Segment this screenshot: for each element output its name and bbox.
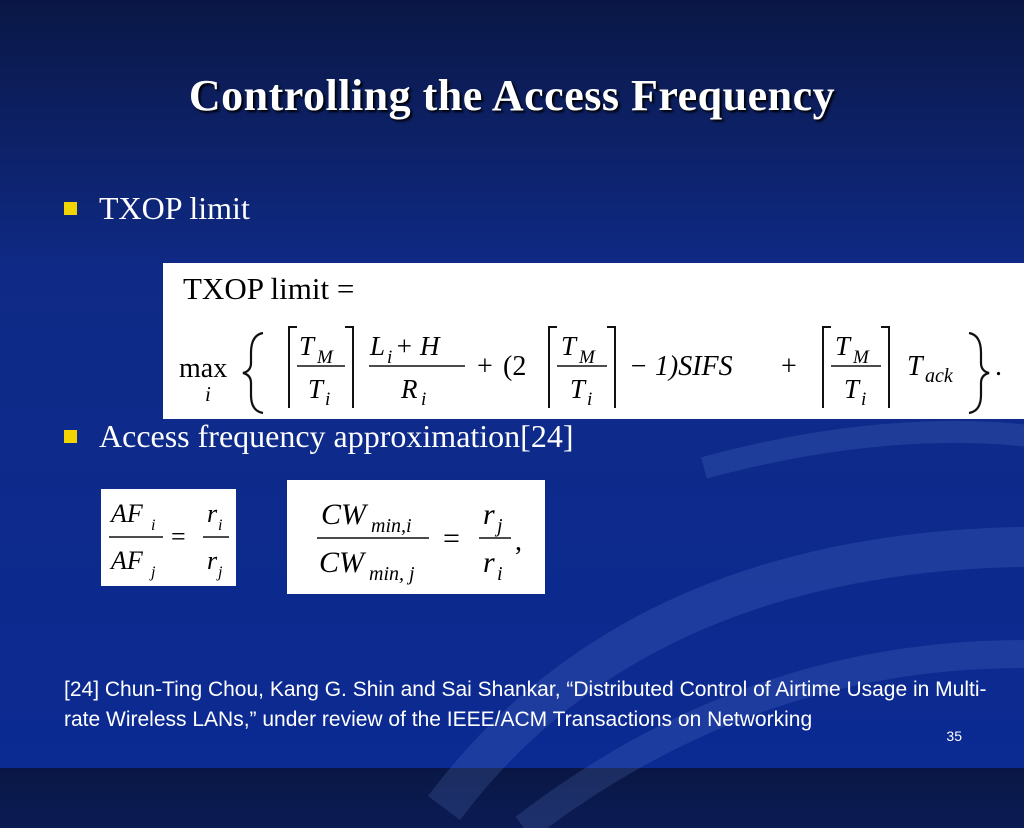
bullet-access-frequency bbox=[64, 418, 573, 455]
eq-max-sub: i bbox=[205, 382, 211, 406]
eq-r-i-sub: i bbox=[218, 517, 223, 534]
eq-Ti-i: i bbox=[325, 389, 331, 410]
bullet-text: TXOP limit bbox=[99, 190, 250, 226]
eq-AF-i-sub: i bbox=[151, 517, 156, 534]
eq-open-two: (2 bbox=[503, 351, 527, 382]
eq-R-i: i bbox=[421, 389, 427, 410]
eq-T-ack: T bbox=[907, 351, 923, 382]
eq-ack-sub: ack bbox=[925, 365, 953, 387]
eq-Ti-T: T bbox=[308, 374, 324, 404]
eq-AF-j-sub: j bbox=[151, 564, 156, 581]
eq-txop-label: TXOP limit = bbox=[183, 271, 355, 306]
bullet-square-icon bbox=[64, 202, 77, 215]
eq-TM-M: M bbox=[317, 347, 333, 368]
eq-plus-2: + bbox=[781, 351, 797, 382]
eq-CW-j: CW bbox=[319, 546, 364, 579]
slide-title: Controlling the Access Frequency bbox=[188, 71, 836, 120]
eq-AF-i: AF bbox=[111, 499, 143, 528]
eq-r-j-2: r bbox=[483, 498, 495, 531]
eq-TM-T-3: T bbox=[835, 331, 851, 361]
eq-TM-M-2: M bbox=[579, 347, 595, 368]
eq-L: L bbox=[370, 331, 386, 361]
left-brace bbox=[243, 333, 263, 413]
eq-L-i: i bbox=[387, 347, 393, 368]
eq-r-j-2-sub: j bbox=[497, 515, 503, 537]
eq-plus-H: + H bbox=[395, 331, 440, 361]
eq-max: max bbox=[179, 353, 228, 384]
bullet-text: Access frequency approximation[24] bbox=[99, 418, 574, 454]
right-brace bbox=[969, 333, 989, 413]
eq-Ti-i-2: i bbox=[587, 389, 593, 410]
af-ratio-equation bbox=[101, 489, 236, 586]
page-number: 35 bbox=[946, 728, 962, 744]
eq-equals: = bbox=[171, 522, 186, 551]
eq-period: . bbox=[995, 351, 1002, 382]
cw-ratio-equation bbox=[287, 480, 545, 594]
eq-AF-j: AF bbox=[111, 546, 143, 575]
txop-equation bbox=[163, 263, 1024, 419]
eq-CW-i-sub: min,i bbox=[371, 515, 412, 537]
eq-comma: , bbox=[515, 526, 522, 557]
bullet-txop bbox=[64, 190, 250, 227]
eq-CW-i: CW bbox=[321, 498, 366, 531]
eq-plus-1: + bbox=[477, 351, 493, 382]
bullet-square-icon bbox=[64, 430, 77, 443]
eq-r-i: r bbox=[207, 499, 218, 528]
eq-Ti-T-3: T bbox=[844, 374, 860, 404]
eq-TM-T: T bbox=[299, 331, 315, 361]
reference-citation: [24] Chun-Ting Chou, Kang G. Shin and Sai Shankar, “Distributed Control of Airtime Usage in Multi-rate Wireless LANs,” under review of the IEEE/ACM Transactions on Networking bbox=[64, 678, 987, 731]
eq-CW-j-sub: min, j bbox=[369, 563, 415, 585]
eq-r-j: r bbox=[207, 546, 218, 575]
eq-r-i-2-sub: i bbox=[497, 563, 503, 585]
eq-r-j-sub: j bbox=[218, 564, 223, 581]
eq-equals-2: = bbox=[443, 522, 460, 555]
background-swirl bbox=[404, 408, 1024, 828]
eq-TM-T-2: T bbox=[561, 331, 577, 361]
eq-r-i-2: r bbox=[483, 546, 495, 579]
eq-minus-one-sifs: − 1)SIFS bbox=[629, 351, 733, 382]
eq-Ti-i-3: i bbox=[861, 389, 867, 410]
eq-R: R bbox=[401, 374, 418, 404]
eq-TM-M-3: M bbox=[853, 347, 869, 368]
eq-Ti-T-2: T bbox=[570, 374, 586, 404]
